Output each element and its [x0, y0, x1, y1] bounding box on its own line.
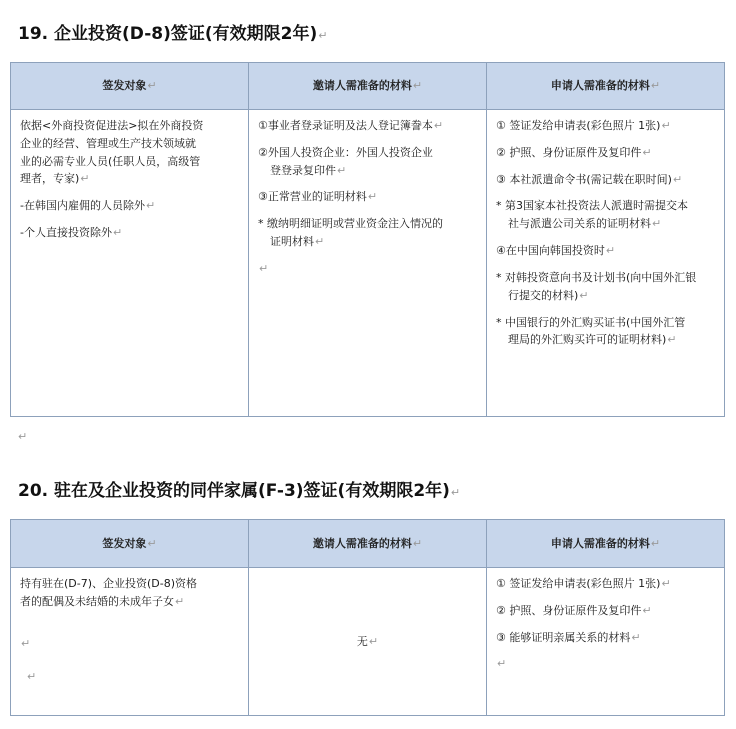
empty-paragraph: ↵	[497, 657, 507, 671]
header-inviter-materials: 邀请人需准备的材料↵	[249, 520, 487, 568]
header-inviter-materials: 邀请人需准备的材料↵	[249, 63, 487, 110]
empty-paragraph: ↵	[21, 636, 31, 650]
d8-inviter-item: * 缴纳明细证明或营业资金注入情况的	[258, 217, 443, 231]
d8-applicant-item: * 中国银行的外汇购买证书(中国外汇管	[496, 315, 686, 329]
d8-inviter-item-cont: 登登录复印件↵	[270, 163, 347, 177]
f3-applicant-item: ③ 能够证明亲属关系的材料↵	[496, 630, 641, 644]
section-19-title: 19. 企业投资(D-8)签证(有效期限2年)↵	[18, 24, 328, 44]
d8-target-line: 企业的经营、管理或生产技术领域就	[20, 136, 196, 150]
d8-inviter-item: ②外国人投资企业：外国人投资企业	[258, 145, 433, 159]
d8-applicant-item: ④在中国向韩国投资时↵	[496, 244, 616, 258]
table-f3	[10, 519, 725, 716]
header-issue-target: 签发对象↵	[11, 520, 249, 568]
d8-issue-target-cell	[11, 110, 249, 417]
f3-inviter-cell	[249, 568, 487, 716]
f3-target-line: 持有驻在(D-7)、企业投资(D-8)资格	[20, 577, 198, 590]
section-20-title: 20. 驻在及企业投资的同伴家属(F-3)签证(有效期限2年)↵	[18, 481, 461, 501]
f3-issue-target-cell	[11, 568, 249, 716]
header-applicant-materials: 申请人需准备的材料↵	[487, 63, 725, 110]
f3-applicant-item: ① 签证发给申请表(彩色照片 1张)↵	[496, 577, 671, 590]
f3-applicant-item: ② 护照、身份证原件及复印件↵	[496, 603, 652, 617]
f3-applicant-cell	[487, 568, 725, 716]
d8-inviter-item: ③正常营业的证明材料↵	[258, 190, 378, 204]
d8-inviter-item-cont: 证明材料↵	[270, 235, 325, 249]
d8-applicant-item-cont: 理局的外汇购买许可的证明材料)↵	[508, 333, 677, 347]
d8-target-line: 依据<外商投资促进法>拟在外商投资	[20, 119, 204, 132]
d8-applicant-cell	[487, 110, 725, 417]
header-applicant-materials: 申请人需准备的材料↵	[487, 520, 725, 568]
empty-paragraph: ↵	[18, 430, 28, 443]
empty-paragraph: ↵	[259, 261, 269, 275]
d8-applicant-item: * 第3国家本社投资法人派遣时需提交本	[496, 199, 688, 213]
d8-inviter-cell	[249, 110, 487, 417]
d8-applicant-item: ② 护照、身份证原件及复印件↵	[496, 145, 652, 159]
d8-applicant-item-cont: 行提交的材料)↵	[508, 288, 589, 302]
table-d8	[10, 62, 725, 417]
f3-inviter-none: 无↵	[356, 634, 379, 648]
d8-applicant-item: ③ 本社派遣命令书(需记载在职时间)↵	[496, 172, 683, 186]
d8-target-line: 理者，专家)↵	[20, 172, 90, 186]
empty-paragraph: ↵	[27, 670, 37, 684]
d8-applicant-item: ① 签证发给申请表(彩色照片 1张)↵	[496, 119, 671, 132]
d8-target-exclusion: -在韩国内雇佣的人员除外↵	[20, 199, 156, 213]
f3-target-line: 者的配偶及未结婚的未成年子女↵	[20, 594, 185, 608]
d8-target-exclusion: -个人直接投资除外↵	[20, 226, 123, 240]
d8-applicant-item: * 对韩投资意向书及计划书(向中国外汇银	[496, 270, 697, 284]
d8-applicant-item-cont: 社与派遣公司关系的证明材料↵	[508, 217, 662, 231]
d8-inviter-item: ①事业者登录证明及法人登记簿誊本↵	[258, 119, 444, 132]
d8-target-line: 业的必需专业人员(任职人员，高级管	[20, 154, 201, 168]
header-issue-target: 签发对象↵	[11, 63, 249, 110]
